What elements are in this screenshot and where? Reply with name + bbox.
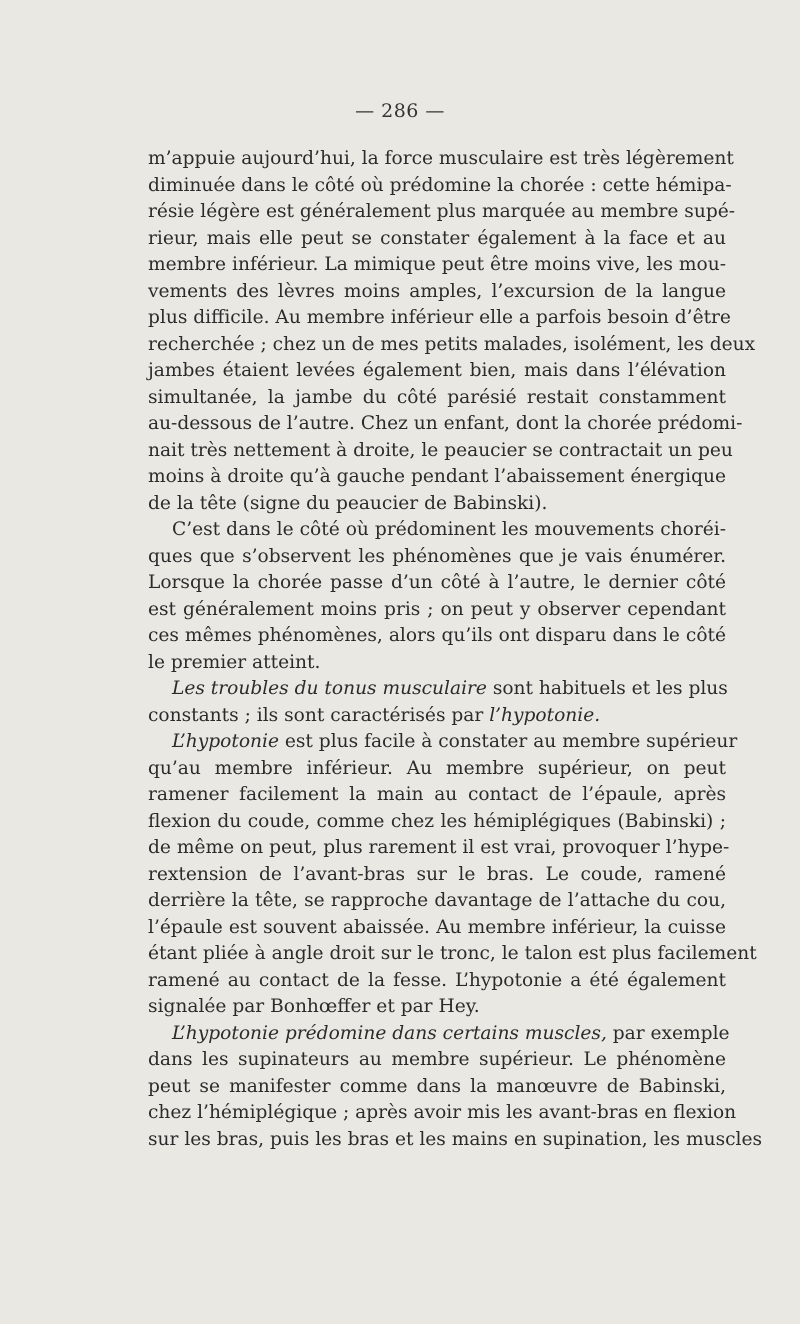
text-line: derrière la tête, se rapproche davantage de l’attache du cou, bbox=[148, 890, 726, 911]
italic-phrase: Les troubles du tonus musculaire bbox=[172, 678, 487, 699]
text-line: le premier atteint. bbox=[148, 651, 321, 673]
text-line: ramené au contact de la fesse. L’hypotonie a été également bbox=[148, 969, 726, 991]
text-line: rieur, mais elle peut se constater également à la face et au bbox=[148, 227, 726, 249]
line-text: est plus facile à constater au membre supérieur bbox=[278, 731, 738, 752]
line-text: par exemple bbox=[606, 1022, 730, 1044]
text-line: étant pliée à angle droit sur le tronc, le talon est plus facilement bbox=[148, 943, 757, 964]
text-line: ces mêmes phénomènes, alors qu’ils ont disparu dans le côté bbox=[148, 625, 726, 646]
text-line: rextension de l’avant-bras sur le bras. Le coude, ramené bbox=[148, 863, 726, 885]
line-text: constants ; ils sont caractérisés par bbox=[148, 704, 490, 726]
text-line: qu’au membre inférieur. Au membre supérieur, on peut bbox=[148, 757, 726, 779]
text-line: simultanée, la jambe du côté parésié restait constamment bbox=[148, 386, 726, 408]
text-line: flexion du coude, comme chez les hémiplégiques (Babinski) ; bbox=[148, 810, 726, 832]
text-line: ramener facilement la main au contact de l’épaule, après bbox=[148, 784, 726, 805]
text-line: signalée par Bonhœffer et par Hey. bbox=[148, 996, 480, 1017]
text-line: l’épaule est souvent abaissée. Au membre inférieur, la cuisse bbox=[148, 916, 726, 938]
text-line: peut se manifester comme dans la manœuvre de Babinski, bbox=[148, 1075, 726, 1097]
italic-phrase: l’hypotonie. bbox=[489, 704, 601, 726]
italic-phrase: L’hypotonie prédomine dans certains muscles, bbox=[172, 1022, 607, 1044]
body-text bbox=[148, 146, 763, 1153]
text-line: vements des lèvres moins amples, l’excursion de la langue bbox=[148, 280, 726, 302]
text-line bbox=[148, 676, 726, 703]
text-line: plus difficile. Au membre inférieur elle a parfois besoin d’être bbox=[148, 307, 731, 328]
text-line bbox=[148, 729, 738, 756]
text-line: chez l’hémiplégique ; après avoir mis les avant-bras en flexion bbox=[148, 1102, 737, 1123]
text-line: ques que s’observent les phénomènes que je vais énumérer. bbox=[148, 545, 726, 567]
text-line: m’appuie aujourd’hui, la force musculaire est très légèrement bbox=[148, 148, 734, 169]
text-line: dans les supinateurs au membre supérieur. Le phénomène bbox=[148, 1049, 726, 1070]
text-line: moins à droite qu’à gauche pendant l’abaissement énergique bbox=[148, 466, 726, 487]
text-line: au-dessous de l’autre. Chez un enfant, dont la chorée prédomi- bbox=[148, 413, 743, 434]
text-line: est généralement moins pris ; on peut y observer cependant bbox=[148, 598, 726, 620]
text-line: membre inférieur. La mimique peut être moins vive, les mou- bbox=[148, 254, 726, 275]
text-line: jambes étaient levées également bien, mais dans l’élévation bbox=[148, 360, 726, 381]
line-text: sont habituels et les plus bbox=[486, 678, 728, 699]
text-line bbox=[148, 703, 726, 730]
text-line: nait très nettement à droite, le peaucier se contractait un peu bbox=[148, 439, 733, 461]
text-line: C’est dans le côté où prédominent les mouvements choréi- bbox=[172, 519, 726, 540]
text-line: diminuée dans le côté où prédomine la chorée : cette hémipa- bbox=[148, 174, 732, 196]
text-line: Lorsque la chorée passe d’un côté à l’autre, le dernier côté bbox=[148, 572, 726, 593]
italic-phrase: L’hypotonie bbox=[172, 731, 279, 752]
text-line bbox=[148, 1021, 730, 1048]
text-line: de même on peut, plus rarement il est vrai, provoquer l’hype- bbox=[148, 837, 730, 858]
text-line: de la tête (signe du peaucier de Babinski). bbox=[148, 492, 548, 514]
text-line: recherchée ; chez un de mes petits malades, isolément, les deux bbox=[148, 333, 756, 355]
text-line: sur les bras, puis les bras et les mains en supination, les muscles bbox=[148, 1128, 763, 1150]
page-number: — 286 — bbox=[355, 100, 445, 122]
text-line: résie légère est généralement plus marquée au membre supé- bbox=[148, 201, 736, 222]
